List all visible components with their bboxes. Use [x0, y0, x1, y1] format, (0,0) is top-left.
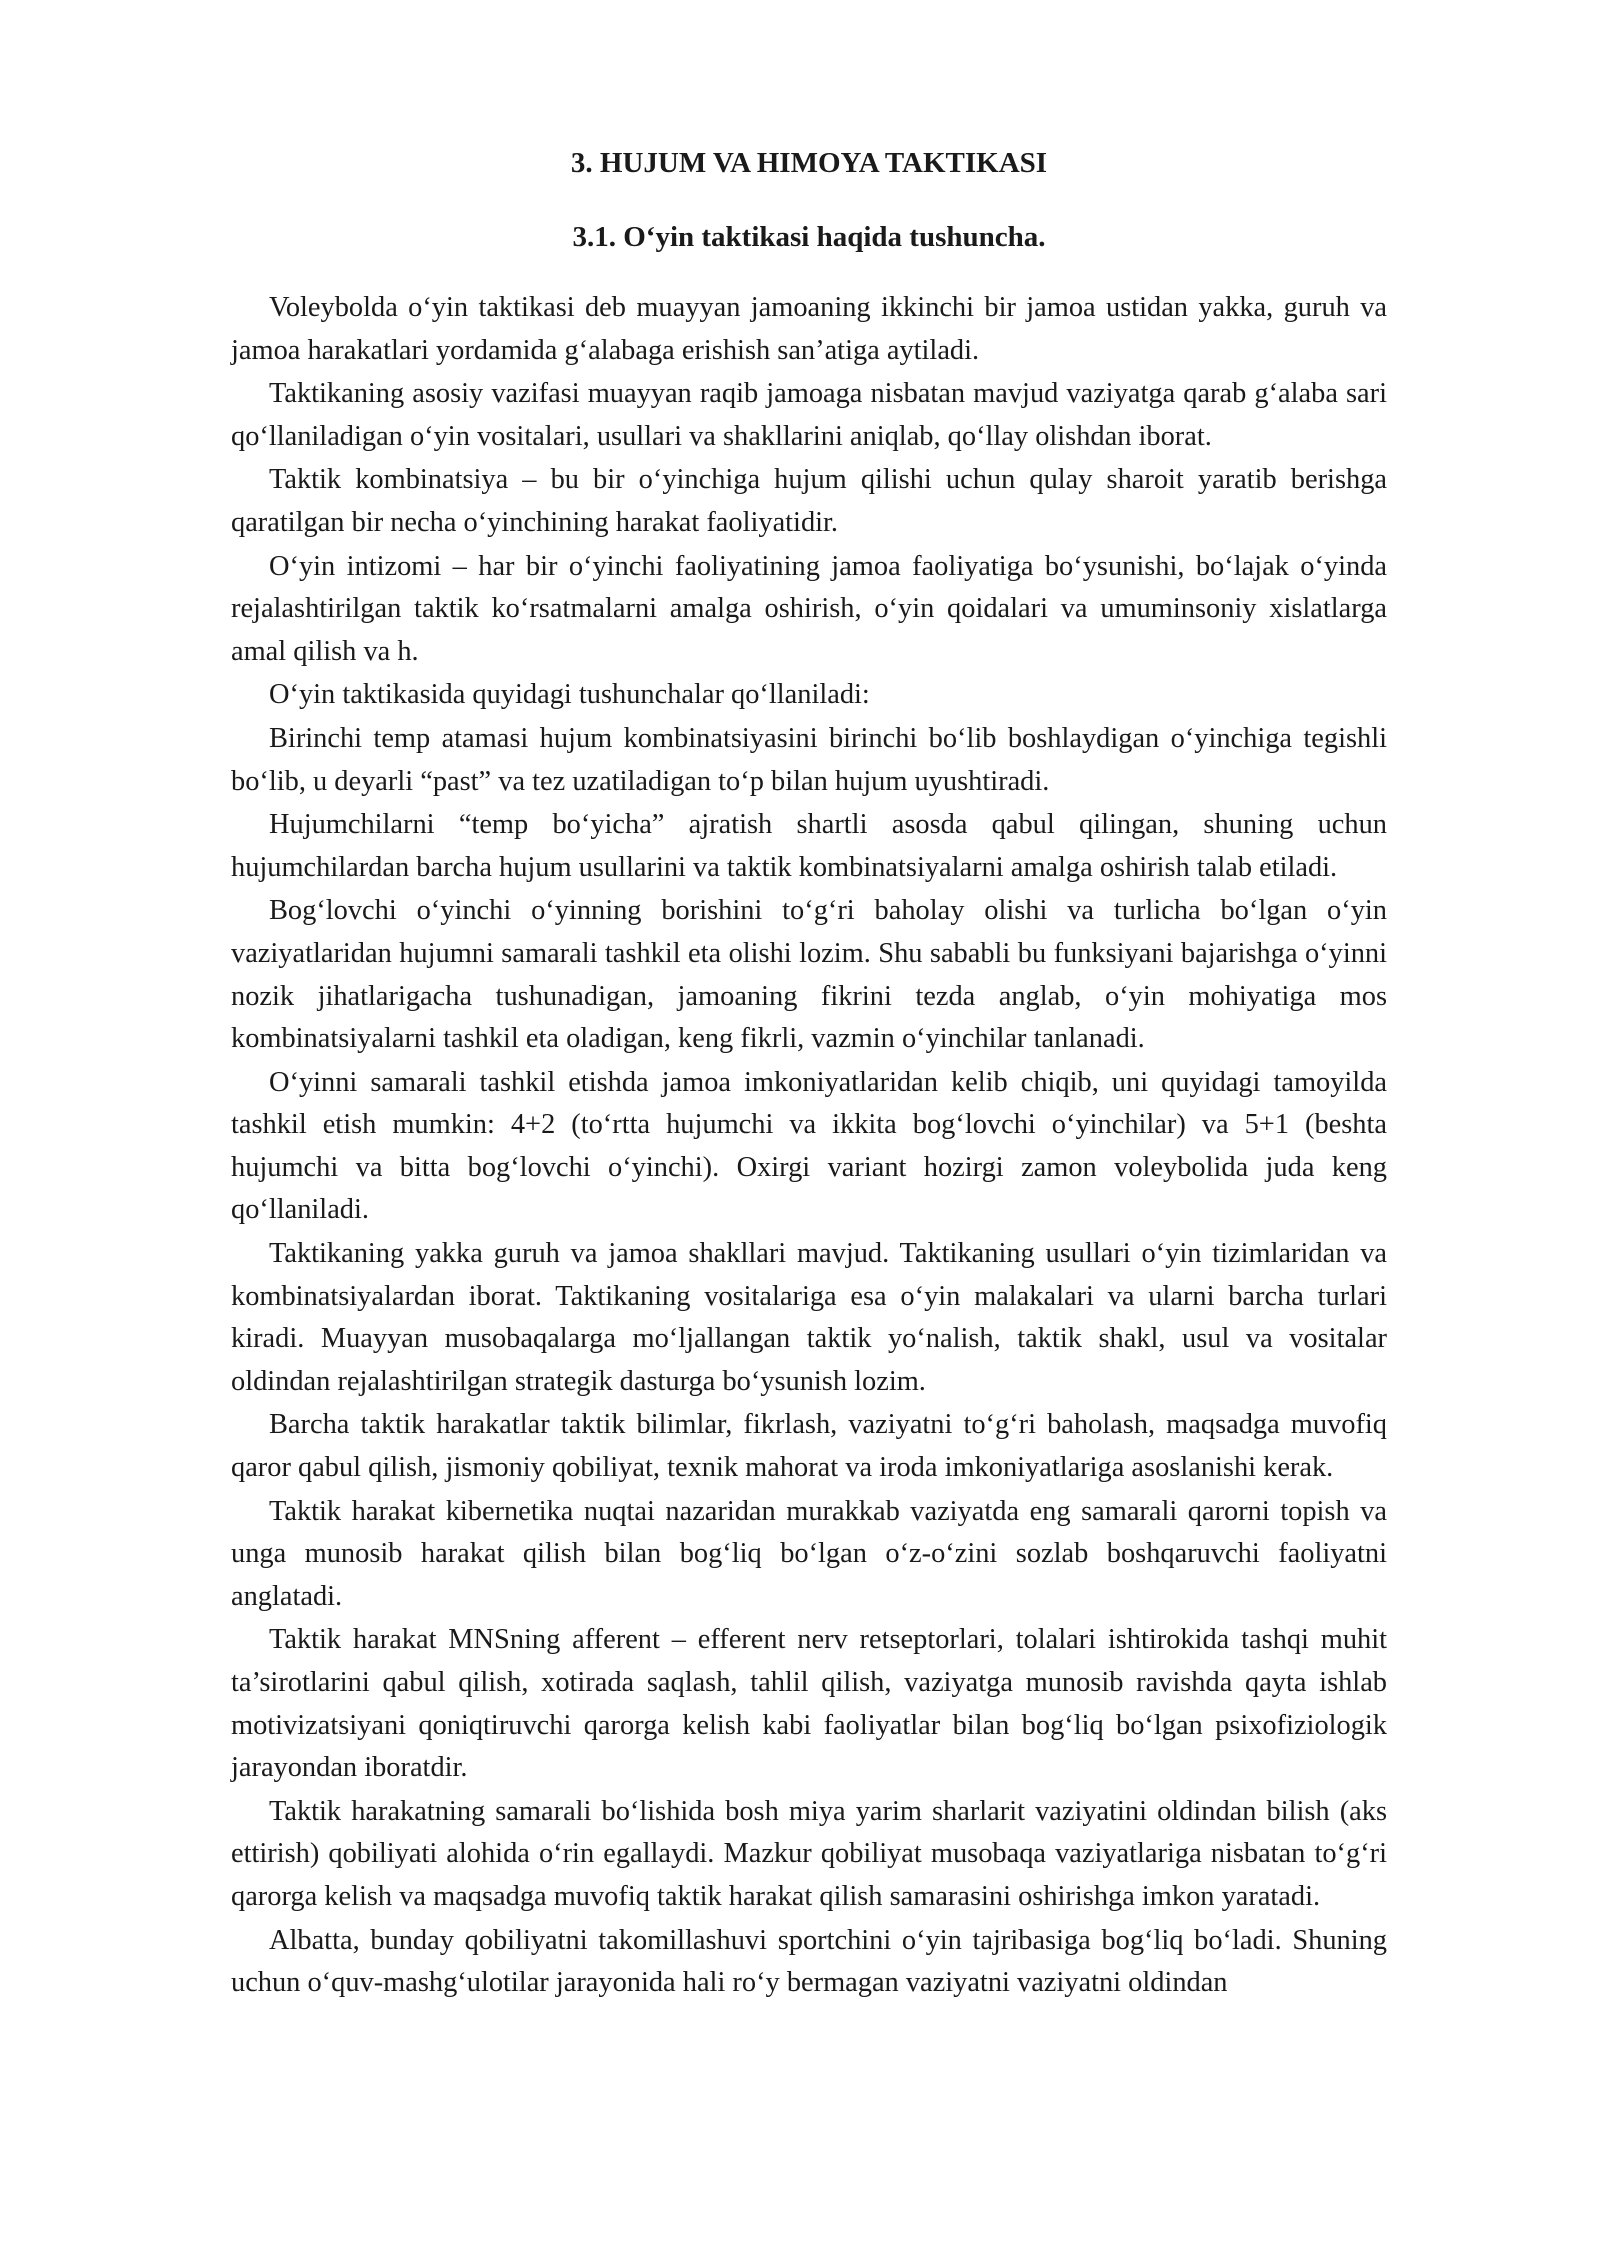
document-body: [231, 143, 1387, 2006]
paragraph: Taktikaning asosiy vazifasi muayyan raqib jamoaga nisbatan mavjud vaziyatga qarab g‘alaba sari qo‘llaniladigan o‘yin vositalari, usullari va shakllarini aniqlab, qo‘llay olishdan iborat.: [231, 378, 1387, 452]
paragraph: Hujumchilarni “temp bo‘yicha” ajratish shartli asosda qabul qilingan, shuning uchun hujumchilardan barcha hujum usullarini va taktik kombinatsiyalarni amalga oshirish talab etiladi.: [231, 809, 1387, 883]
paragraph: Taktik harakat MNSning afferent – efferent nerv retseptorlari, tolalari ishtirokida tashqi muhit ta’sirotlarini qabul qilish, xotirada saqlash, tahlil qilish, vaziyatga munosib ravishda qayta ishlab motivizatsiyani qoniqtiruvchi qarorga kelish kabi faoliyatlar bilan bog‘liq bo‘lgan psixofiziologik jarayondan iboratdir.: [231, 1624, 1387, 1784]
paragraph: Taktik kombinatsiya – bu bir o‘yinchiga hujum qilishi uchun qulay sharoit yaratib berishga qaratilgan bir necha o‘yinchining harakat faoliyatidir.: [231, 464, 1387, 538]
paragraph: O‘yin taktikasida quyidagi tushunchalar qo‘llaniladi:: [269, 679, 870, 711]
paragraph: Taktikaning yakka guruh va jamoa shakllari mavjud. Taktikaning usullari o‘yin tizimlaridan va kombinatsiyalardan iborat. Taktikaning vositalariga esa o‘yin malakalari va ularni barcha turlari kiradi. Muayyan musobaqalarga mo‘ljallangan taktik yo‘nalish, taktik shakl, usul va vositalar oldindan rejalashtirilgan strategik dasturga bo‘ysunish lozim.: [231, 1238, 1387, 1397]
paragraph: O‘yin intizomi – har bir o‘yinchi faoliyatining jamoa faoliyatiga bo‘ysunishi, bo‘lajak o‘yinda rejalashtirilgan taktik ko‘rsatmalarni amalga oshirish, o‘yin qoidalari va umuminsoniy xislatlarga amal qilish va h.: [231, 550, 1387, 667]
paragraph: Bog‘lovchi o‘yinchi o‘yinning borishini to‘g‘ri baholay olishi va turlicha bo‘lgan o‘yin vaziyatlaridan hujumni samarali tashkil eta olishi lozim. Shu sababli bu funksiyani bajarishga o‘yinni nozik jihatlarigacha tushunadigan, jamoaning fikrini tezda anglab, o‘yin mohiyatiga mos kombinatsiyalarni tashkil eta oladigan, keng fikrli, vazmin o‘yinchilar tanlanadi.: [231, 895, 1387, 1055]
paragraph: Taktik harakatning samarali bo‘lishida bosh miya yarim sharlarit vaziyatini oldindan bilish (aks ettirish) qobiliyati alohida o‘rin egallaydi. Mazkur qobiliyat musobaqa vaziyatlariga nisbatan to‘g‘ri qarorga kelish va maqsadga muvofiq taktik harakat qilish samarasini oshirishga imkon yaratadi.: [231, 1795, 1387, 1912]
paragraph: Birinchi temp atamasi hujum kombinatsiyasini birinchi bo‘lib boshlaydigan o‘yinchiga tegishli bo‘lib, u deyarli “past” va tez uzatiladigan to‘p bilan hujum uyushtiradi.: [231, 722, 1387, 797]
paragraph: Albatta, bunday qobiliyatni takomillashuvi sportchini o‘yin tajribasiga bog‘liq bo‘ladi. Shuning uchun o‘quv-mashg‘ulotilar jarayonida hali ro‘y bermagan vaziyatni vaziyatni oldindan: [231, 1924, 1387, 1999]
paragraph: O‘yinni samarali tashkil etishda jamoa imkoniyatlaridan kelib chiqib, uni quyidagi tamoyilda tashkil etish mumkin: 4+2 (to‘rtta hujumchi va ikkita bog‘lovchi o‘yinchilar) va 5+1 (beshta hujumchi va bitta bog‘lovchi o‘yinchi). Oxirgi variant hozirgi zamon voleybolida juda keng qo‘llaniladi.: [231, 1066, 1387, 1226]
paragraph: Taktik harakat kibernetika nuqtai nazaridan murakkab vaziyatda eng samarali qarorni topish va unga munosib harakat qilish bilan bog‘liq bo‘lgan o‘z-o‘zini sozlab boshqaruvchi faoliyatni anglatadi.: [231, 1495, 1387, 1612]
section-title: 3.1. O‘yin taktikasi haqida tushuncha.: [572, 221, 1046, 253]
paragraph: Voleybolda o‘yin taktikasi deb muayyan jamoaning ikkinchi bir jamoa ustidan yakka, guruh va jamoa harakatlari yordamida g‘alabaga erishish san’atiga aytiladi.: [231, 292, 1387, 366]
paragraph: Barcha taktik harakatlar taktik bilimlar, fikrlash, vaziyatni to‘g‘ri baholash, maqsadga muvofiq qaror qabul qilish, jismoniy qobiliyat, texnik mahorat va iroda imkoniyatlariga asoslanishi kerak.: [231, 1409, 1387, 1484]
chapter-title: 3. HUJUM VA HIMOYA TAKTIKASI: [570, 147, 1048, 179]
